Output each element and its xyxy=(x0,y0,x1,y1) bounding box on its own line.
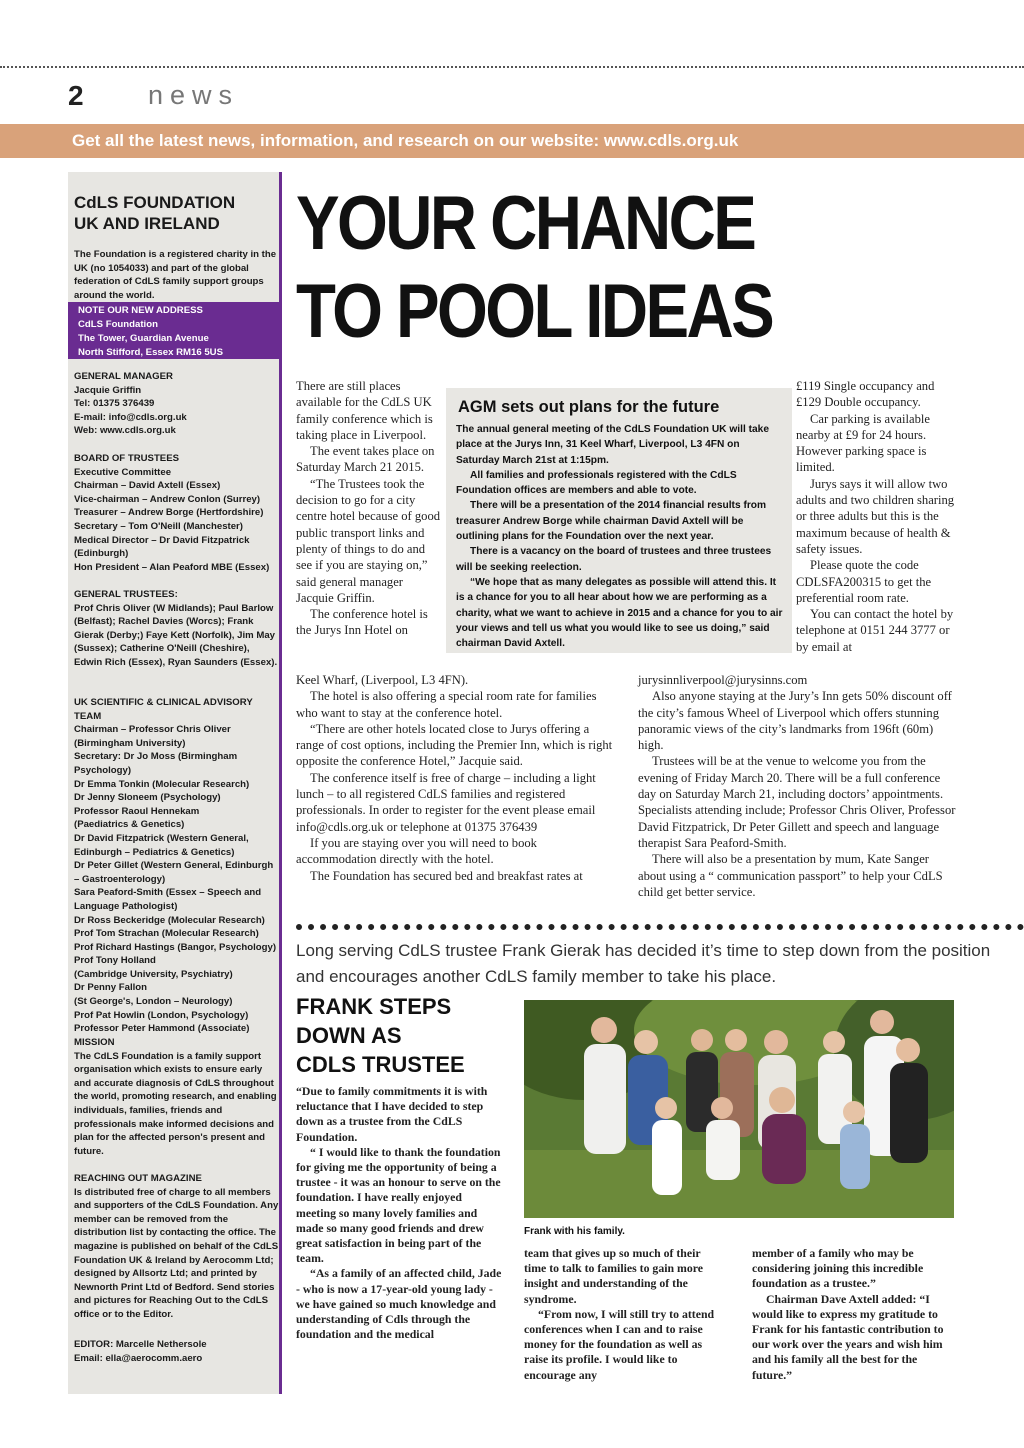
article2-headline: FRANK STEPS DOWN AS CDLS TRUSTEE xyxy=(296,994,465,1077)
address-line: The Tower, Guardian Avenue xyxy=(78,333,209,344)
article-column: Keel Wharf, (Liverpool, L3 4FN). The hotel is also offering a special room rate for families who want to stay at the conference hotel. “There are other hotels located close to Jurys offering a range of cost options, including the Premier Inn, which is right opposite the conference Hotel,” Jacquie said. The conference itself is free of charge – including a light lunch – to all registered CdLS families and registered professionals. In order to register for the event please email info@cdls.org.uk or telephone at 01375 376439 If you are staying over you will need to book accommodation directly with the hotel. The Foundation has secured bed and breakfast rates at xyxy=(296,673,613,883)
section-divider xyxy=(296,924,1024,930)
editor-block: EDITOR: Marcelle Nethersole Email: ella@aerocomm.aero xyxy=(74,1339,207,1364)
section-label: news xyxy=(148,80,240,110)
agm-title: AGM sets out plans for the future xyxy=(458,398,720,416)
general-manager-block: GENERAL MANAGER Jacquie Griffin Tel: 01375 376439 E-mail: info@cdls.org.uk Web: www.cdls.org.uk xyxy=(74,371,187,437)
address-line: CdLS Foundation xyxy=(78,319,158,330)
advisory-team-block: UK SCIENTIFIC & CLINICAL ADVISORY TEAM Chairman – Professor Chris Oliver (Birmingham University) Secretary: Dr Jo Moss (Birmingham Psychology) Dr Emma Tonkin (Molecular Research) Dr Jenny Sloneem (Psychology) Professor Raoul Hennekam (Paediatrics & Genetics) Dr David Fitzpatrick (Western General, Edinburgh – Pediatrics & Genetics) Dr Peter Gillet (Western General, Edinburgh – Gastroenterology) Sara Peaford-Smith (Essex – Speech and Language Pathologist) Dr Ross Beckeridge (Molecular Research) Prof Tom Strachan (Molecular Research) Prof Richard Hastings (Bangor, Psychology) Prof Tony Holland (Cambridge University, Psychiatry) Dr Penny Fallon (St George's, London – Neurology) Prof Pat Howlin (London, Psychology) Professor Peter Hammond (Associate) xyxy=(74,697,277,1035)
top-dotted-rule xyxy=(0,66,1024,68)
board-of-trustees-block: BOARD OF TRUSTEES Executive Committee Chairman – David Axtell (Essex) Vice-chairman – Andrew Conlon (Surrey) Treasurer – Andrew Borge (Hertfordshire) Secretary – Tom O'Neill (Manchester) Medical Director – Dr David Fitzpatrick (Edinburgh) Hon President – Alan Peaford MBE (Essex) xyxy=(74,453,270,573)
article2-column: “Due to family commitments it is with reluctance that I have decided to step down as a trustee from the CdLS Foundation. “ I would like to thank the foundation for giving me the opportunity of being a trustee - it was an honour to serve on the foundation. I have really enjoyed meeting so many lovely families and made so many good friends and drew great satisfaction in being part of the team. “As a family of an affected child, Jade - who is now a 17-year-old young lady - we have gained so much knowledge and understanding of Cdls through the foundation and the medical xyxy=(296,1084,502,1342)
agm-sidebar-box xyxy=(446,388,792,653)
article-column: jurysinnliverpool@jurysinns.com Also anyone staying at the Jury’s Inn gets 50% discount off the city’s famous Wheel of Liverpool which offers stunning panoramic views of the city’s landmarks from 196ft (60m) high. Trustees will be at the venue to welcome you from the evening of Friday March 20. There will be a full conference day on Saturday March 21, including doctors’ appointments. Specialists attending include; Professor Chris Oliver, Professor David Fitzpatrick, Dr Peter Gillett and speech and language therapist Sara Peaford-Smith. There will also be a presentation by mum, Kate Sanger about using a “ communication passport” to help your CdLS child get better service. xyxy=(638,673,956,899)
mission-block: MISSION The CdLS Foundation is a family support organisation which exists to ensure early and accurate diagnosis of CdLS throughout the world, promoting research, and enabling individuals, families, friends and professionals make informed decisions and plan for the affected person's present and future. xyxy=(74,1037,277,1157)
article-column: £119 Single occupancy and £129 Double occupancy. Car parking is available nearby at £9 for 24 hours. However parking space is limited. Jurys says it will allow two adults and two children sharing or three adults but this is the maximum because of health & safety issues. Please quote the code CDLSFA200315 to get the preferential room rate. You can contact the hotel by telephone at 0151 244 3777 or by email at xyxy=(796,379,955,654)
standfirst: Long serving CdLS trustee Frank Gierak has decided it’s time to step down from the position and encourages another CdLS family member to take his place. xyxy=(296,941,991,986)
article-column: There are still places available for the CdLS UK family conference which is taking place in Liverpool. The event takes place on Saturday March 21 2015. “The Trustees took the decision to go for a city centre hotel because of good public transport links and plenty of things to do and see if you are staying on,” said general manager Jacquie Griffin. The conference hotel is the Jurys Inn Hotel on xyxy=(296,379,441,638)
main-headline: YOUR CHANCE TO POOL IDEAS xyxy=(296,181,773,354)
website-banner-text: Get all the latest news, information, and research on our website: www.cdls.org.uk xyxy=(72,131,739,150)
sidebar-title: CdLS FOUNDATION UK AND IRELAND xyxy=(74,193,236,233)
family-photo xyxy=(524,1000,954,1218)
agm-text: The annual general meeting of the CdLS Foundation UK will take place at the Jurys Inn, 31 Keel Wharf, Liverpool, L3 4FN on Saturday March 21st at 1:15pm. All families and professionals registered with the CdLS Foundation offices are members and able to vote. There will be a presentation of the 2014 financial results from treasurer Andrew Borge while chairman David Axtell will be outlining plans for the Foundation over the next year. There is a vacancy on the board of trustees and three trustees will be seeking reelection. “We hope that as many delegates as possible will attend this. It is a chance for you to all hear about how we are performing as a charity, what we want to achieve in 2015 and a chance for you to air your views and tell us what you would like to see us doing,” said chairman David Axtell. xyxy=(456,424,783,650)
page-number: 2 xyxy=(68,80,84,111)
website-banner xyxy=(0,124,1024,158)
address-line: NOTE OUR NEW ADDRESS xyxy=(78,305,203,316)
sidebar-intro: The Foundation is a registered charity in the UK (no 1054033) and part of the global federation of CdLS family support groups around the world. xyxy=(74,249,277,301)
photo-caption: Frank with his family. xyxy=(524,1226,625,1237)
article2-column: team that gives up so much of their time to talk to families to gain more insight and understanding of the syndrome. “From now, I will still try to attend conferences when I can and to raise money for the foundation as well as raise its profile. I would like to encourage any xyxy=(524,1246,715,1382)
article2-column: member of a family who may be considering joining this incredible foundation as a trustee.” Chairman Dave Axtell added: “I would like to express my gratitude to Frank for his fantastic contribution to our work over the years and wish him and his family all the best for the future.” xyxy=(752,1246,944,1382)
address-box xyxy=(68,302,279,359)
address-line: North Stifford, Essex RM16 5US xyxy=(78,347,224,358)
general-trustees-block: GENERAL TRUSTEES: Prof Chris Oliver (W Midlands); Paul Barlow (Belfast); Rachel Davies (Worcs); Frank Gierak (Derby;) Faye Kett (Norfolk), Jim May (Sussex); Catherine O'Neill (Cheshire), Edwin Rich (Essex), Ryan Saunders (Essex). xyxy=(74,589,278,668)
foundation-sidebar xyxy=(68,172,282,1394)
magazine-block: REACHING OUT MAGAZINE Is distributed free of charge to all members and supporters of the CdLS Foundation. Any member can be removed from the distribution list by contacting the office. The magazine is published on behalf of the CdLS Foundation UK & Ireland by Aerocomm Ltd; designed by Allsortz Ltd; and printed by Newnorth Print Ltd of Bedford. Send stories and pictures for Reaching Out to the CdLS office or to the Editor. xyxy=(74,1173,279,1320)
